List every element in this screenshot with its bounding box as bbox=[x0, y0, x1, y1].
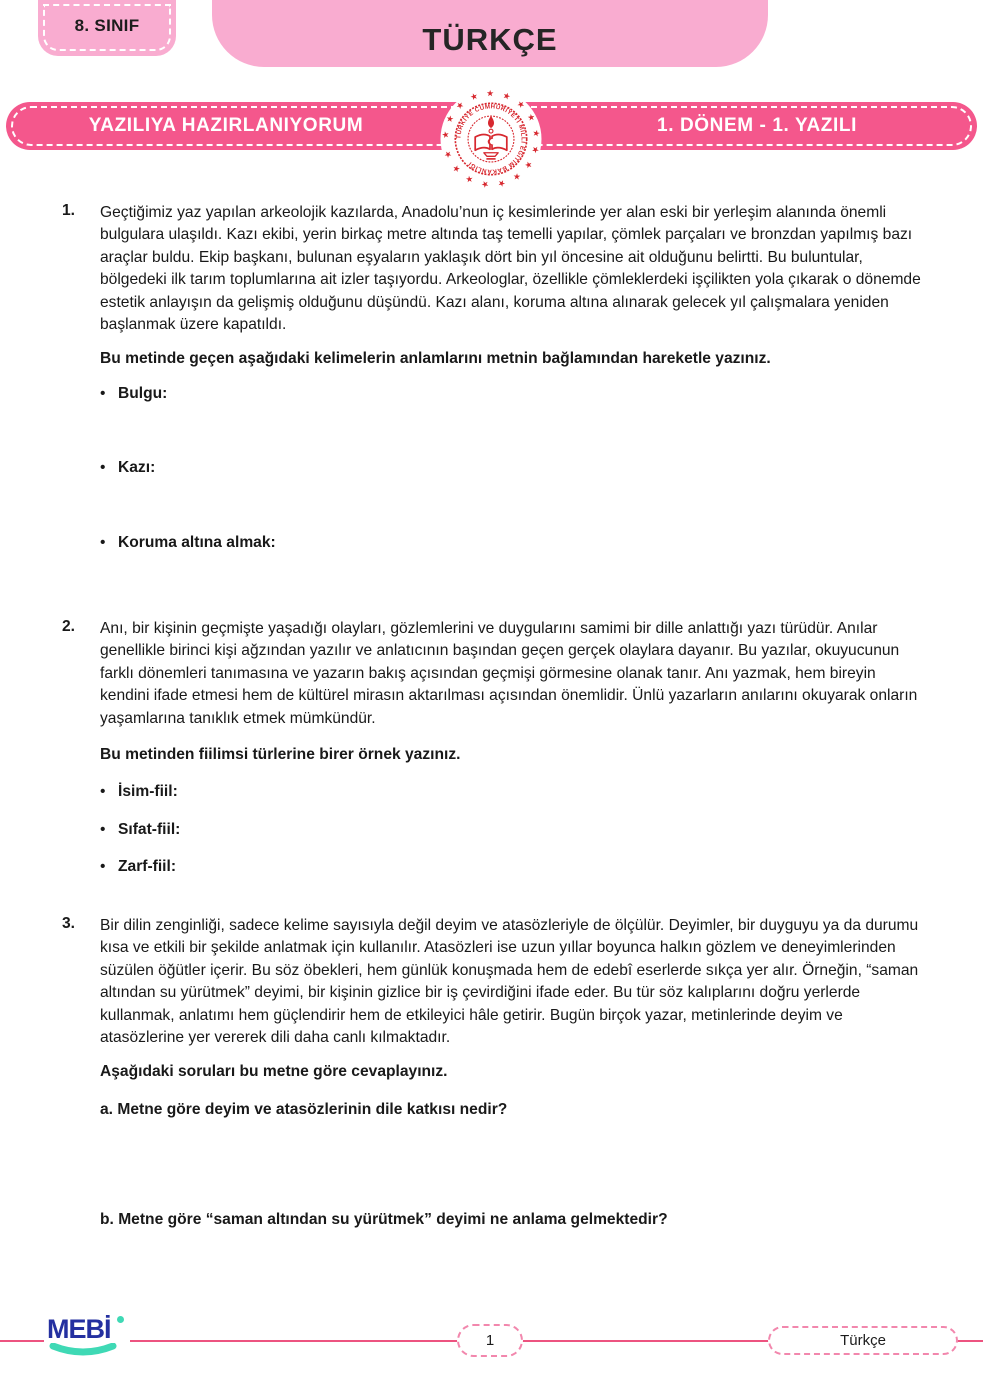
banner-right-label: 1. DÖNEM - 1. YAZILI bbox=[657, 115, 857, 136]
question-text: Geçtiğimiz yaz yapılan arkeolojik kazılarda, Anadolu’nun iç kesimlerinde yer alan eski bir yerleşim alanında önemli bulgulara ulaşıldı. Kazı ekibi, yerin birkaç metre altında taş temelli yapılar, çömlek parçaları ve bronzdan yapılmış bazı araçlar buldu. Ekip başkanı, bulunan eşyaların yaklaşık dört bin yıl öncesine ait olduğunu belirtti. Bu buluntular, bölgedeki ilk tarım toplumlarına ait izler taşıyordu. Arkeologlar, özellikle çömleklerdeki işçilikten yola çıkarak o dönemde estetik anlayışın da gelişmiş olduğunu düşündü. Kazı alanı, koruma altına alınarak gelecek yıl çalışmalara yeniden başlanmak üzere kapatıldı. bbox=[100, 204, 921, 334]
question-number: 3. bbox=[62, 915, 76, 932]
mebi-swoosh-icon bbox=[48, 1343, 118, 1359]
seal-ring-text: TÜRKİYE CUMHURİYETİ MİLLÎ EĞİTİM BAKANLIĞI bbox=[455, 103, 527, 175]
question-1 bbox=[62, 202, 928, 554]
meb-seal-icon bbox=[440, 88, 542, 190]
page-number: 1 bbox=[485, 1332, 495, 1349]
question-instruction: Aşağıdaki soruları bu metne göre cevaplayınız. bbox=[100, 1063, 448, 1081]
mebi-logo bbox=[44, 1316, 130, 1364]
seal-stars: ★ ★ ★ ★ ★ ★ ★ ★ ★ ★ ★ ★ ★ ★ ★ ★ ★ bbox=[440, 89, 542, 190]
page-title: TÜRKÇE bbox=[422, 22, 558, 57]
answer-prompt-sifat-fiil: • Sıfat-fiil: bbox=[100, 819, 928, 841]
question-text: Anı, bir kişinin geçmişte yaşadığı olayları, gözlemlerini ve duygularını samimi bir dille anlattığı yazı türüdür. Anılar genellikle birinci kişi ağzından yazılır ve anlatıcının başından geçen gerçek olaylara dayanır. Bu yazılar, okuyucunun farklı dönemleri tanımasına ve yazarın bakış açısından geçmişi görmesine olanak tanır. Anı yazmak, hem bireyin kendini ifade etmesi hem de kültürel mirasın aktarılması açısından önemlidir. Ünlü yazarların anılarını okuyarak onların yaşamlarına tanıklık etmek mümkündür. bbox=[100, 620, 918, 727]
question-2 bbox=[62, 618, 928, 879]
mebi-logo-dot-icon bbox=[117, 1316, 124, 1323]
banner-left-label: YAZILIYA HAZIRLANIYORUM bbox=[88, 115, 364, 136]
grade-badge bbox=[38, 0, 176, 56]
sub-question-a: a. Metne göre deyim ve atasözlerinin dile katkısı nedir? bbox=[100, 1100, 508, 1118]
question-text: Bir dilin zenginliği, sadece kelime sayısıyla değil deyim ve atasözleriyle de ölçülür. Deyimler, bir duyguyu ya da durumu kısa ve etkili bir şekilde anlatmak için kullanılır. Atasözleri ise uzun yıllar boyunca halkın gözlem ve deneyimlerinden süzülen öğütler içerir. Bu söz öbekleri, hem günlük konuşmada hem de edebî eserlerde sıkça yer alır. Örneğin, “saman altından su yürütmek” deyimi, bir kişinin gizlice bir iş çevirdiğini ifade eder. Bu tür söz kalıplarını doğru yerlerde kullanmak, anlatımı hem güçlendirir hem de etkileyici hâle getirir. Bugün birçok yazar, metinlerinde deyim ve atasözlerine yer vererek dili daha canlı kılmaktadır. bbox=[100, 917, 919, 1047]
question-3 bbox=[62, 915, 928, 1232]
subject-pill bbox=[768, 1326, 958, 1355]
answer-prompt-isim-fiil: • İsim-fiil: bbox=[100, 781, 928, 803]
answer-prompt-kazi: • Kazı: bbox=[100, 457, 928, 479]
question-instruction: Bu metinden fiilimsi türlerine birer örnek yazınız. bbox=[100, 746, 461, 764]
mebi-logo-text: MEBİ bbox=[47, 1314, 111, 1344]
grade-badge-label: 8. SINIF bbox=[74, 16, 140, 35]
answer-prompt-koruma: • Koruma altına almak: bbox=[100, 532, 928, 554]
sub-question-b: b. Metne göre “saman altından su yürütmek” deyimi ne anlama gelmektedir? bbox=[100, 1211, 668, 1229]
question-instruction: Bu metinde geçen aşağıdaki kelimelerin anlamlarını metnin bağlamından hareketle yazınız. bbox=[100, 350, 771, 368]
answer-prompt-zarf-fiil: • Zarf-fiil: bbox=[100, 856, 928, 878]
question-number: 2. bbox=[62, 618, 76, 635]
question-number: 1. bbox=[62, 202, 76, 219]
page-number-pill bbox=[457, 1324, 523, 1357]
subject-title-box bbox=[212, 0, 768, 67]
subject-label: Türkçe bbox=[840, 1332, 886, 1349]
answer-prompt-bulgu: • Bulgu: bbox=[100, 383, 928, 405]
